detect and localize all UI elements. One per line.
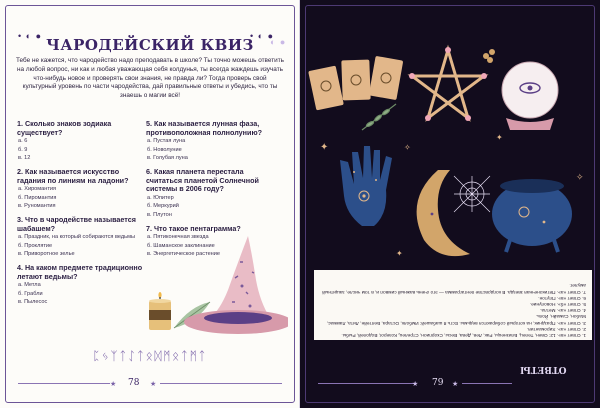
question-text: 3. Что в чародействе называется шабашем? [17,214,136,233]
footer-line-left [18,383,110,384]
cauldron-icon [492,179,572,252]
question-text: 7. Что такое пентаграмма? [146,223,241,233]
svg-text:✦: ✦ [496,133,503,142]
option-a: a. 6 [18,138,28,145]
answer-line: 5. Ответ «б». Новолуние. [529,300,586,306]
option-a: a. Юпитер [147,194,174,201]
question-4 [17,264,145,307]
svg-text:✦: ✦ [396,249,403,258]
berries-icon [483,49,495,63]
title-dots-right: • ◐ ● [250,31,275,41]
answer-line: 4. Ответ «а». Метла. [540,307,586,313]
candle-icon [146,292,174,332]
intro-paragraph: Тебе не кажется, что чародейство надо преподавать в школе? Ты точно можешь ответить на любой вопрос, ни как и любая уважающая себя колдунья, ты всегда жаждешь изучать что-нибудь новое и проверять свои знания, не правда ли? Тогда проверь свой культурный уровень по части чародейства, дай правильные ответы и убедись, что ты знаешь о магии всё! [16,57,284,100]
question-2 [17,168,145,211]
star-icon: ★ [110,381,117,388]
spider-web-icon [454,176,490,212]
page-title: ЧАРОДЕЙСКИЙ КВИЗ [46,36,254,54]
answer-line: 7. Ответ «а». Пятиконечная звезда. В колдовстве пентаграмма — это очень важный символ и, в том числе, защитный амулет. [322,282,586,294]
option-b: б. Шаманское заклинание [147,242,215,249]
witch-hat-icon [180,232,288,340]
option-c: в. Голубая луна [147,155,188,162]
answer-line: 6. Ответ «в». Плутон. [538,294,586,300]
answer-line: 3. Ответ «а». Праздник, на который собираются ведьмы. Есть 8 шабашей: Имболк, Остара, Белтейн, Лита, Ламмас, Мабон, Самайн, Йоль. [326,313,586,325]
page-number: 78 [128,378,140,388]
option-c: в. Энергетическое растение [147,251,221,258]
option-c: в. Руномантия [18,203,56,210]
crescent-moon-icon [417,170,470,256]
svg-text:✧: ✧ [576,173,584,183]
moon-phase-icons: ◐ ● [270,37,287,47]
star-icon: ★ [412,381,419,388]
pentagram-icon [412,50,484,118]
option-a: a. Хиромантия [18,186,57,193]
rune-border: ᛈᛃᛉᛏᛇᛏᛟᛞᛗᛟᛏᛗᛏ [92,349,208,363]
question-text: 1. Сколько знаков зодиака существует? [17,119,112,137]
question-text: 4. На каком предмете традиционно летают ведьмы? [17,262,143,281]
question-text: 5. Как называется лунная фаза, противоположная полнолунию? [146,119,262,137]
option-a: a. Метла [18,282,41,289]
footer-line-right [462,383,512,384]
option-b: б. Проклятие [18,242,53,249]
question-text: 2. Как называется искусство гадания по линиям на ладони? [17,166,129,185]
star-icon: ★ [150,381,157,388]
question-5 [146,120,274,163]
option-b: б. 9 [18,146,28,153]
option-b: б. Пиромантия [18,194,57,201]
palm-hand-icon [340,146,392,226]
option-c: в. Приворотное зелье [18,251,75,258]
question-1 [17,120,145,163]
option-a: a. Пустая луна [147,138,186,145]
question-3 [17,216,145,259]
option-c: в. Пылесос [18,299,48,306]
answer-line: 2. Ответ «а». Хиромантия. [526,325,586,331]
option-c: в. 12 [18,155,31,162]
footer-line-left [318,383,414,384]
answers-box [314,270,592,340]
option-a: a. Пятиконечная звезда [147,234,209,241]
question-6 [146,168,274,220]
option-b: б. Новолуние [147,146,182,153]
herb-sprig-icon [362,104,396,130]
answers-heading: ОТВЕТЫ [520,364,567,374]
svg-text:✦: ✦ [320,142,329,153]
option-c: в. Плутон [147,211,172,218]
star-icon: ★ [452,381,459,388]
question-text: 6. Какая планета перестала считаться планетой Солнечной системы в 2006 году? [146,166,259,194]
crystal-ball-icon [502,62,558,130]
svg-text:✧: ✧ [404,143,411,152]
answer-line: 1. Ответ «в». 12: Овен, Телец, Близнецы, Рак, Лев, Дева, Весы, Скорпион, Стрелец, Козерог, Водолей, Рыбы. [341,332,586,337]
right-page-illustrations [300,0,600,270]
footer-line-right [160,383,282,384]
option-b: б. Грабли [18,290,43,297]
option-b: б. Меркурий [147,203,179,210]
option-a: a. Праздник, на который собираются ведьмы [18,234,135,241]
questions-column-1 [17,120,145,312]
title-dots-left: • ◐ ● [18,31,43,41]
tarot-cards-icon [308,56,403,111]
page-number: 79 [432,378,444,388]
